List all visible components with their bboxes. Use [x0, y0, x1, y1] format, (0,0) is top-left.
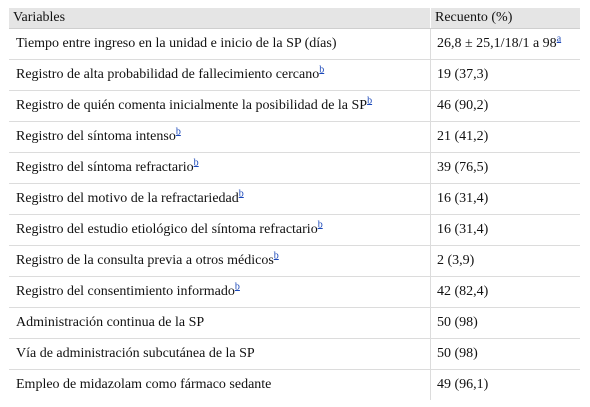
variable-cell — [9, 246, 431, 277]
variable-cell — [9, 215, 431, 246]
table-row — [9, 277, 580, 308]
variable-label: Registro del motivo de la refractariedad — [16, 191, 239, 206]
count-value: 16 (31,4) — [437, 191, 489, 206]
variable-cell — [9, 308, 431, 339]
count-cell — [431, 184, 581, 215]
count-cell — [431, 60, 581, 91]
table-body — [9, 29, 580, 401]
table-row — [9, 370, 580, 401]
variable-cell — [9, 29, 431, 60]
footnote-link[interactable]: b — [238, 188, 244, 200]
table-row — [9, 153, 580, 184]
footnote-link[interactable]: b — [234, 281, 240, 293]
count-cell — [431, 29, 581, 60]
table-row — [9, 91, 580, 122]
variable-cell — [9, 277, 431, 308]
variable-cell — [9, 370, 431, 401]
count-value: 46 (90,2) — [437, 98, 489, 113]
count-cell — [431, 122, 581, 153]
header-variables: Variables — [9, 8, 431, 29]
variable-cell — [9, 339, 431, 370]
variable-label: Registro del síntoma refractario — [16, 160, 194, 175]
variable-label: Registro del estudio etiológico del síntoma refractario — [16, 222, 318, 237]
variable-label: Registro del consentimiento informado — [16, 284, 235, 299]
variable-cell — [9, 184, 431, 215]
count-cell — [431, 277, 581, 308]
variable-label: Registro del síntoma intenso — [16, 129, 176, 144]
count-cell — [431, 370, 581, 401]
count-value: 50 (98) — [437, 346, 478, 361]
count-cell — [431, 215, 581, 246]
count-value: 19 (37,3) — [437, 67, 489, 82]
variable-label: Empleo de midazolam como fármaco sedante — [16, 377, 272, 392]
variable-cell — [9, 122, 431, 153]
variable-label: Administración continua de la SP — [16, 315, 205, 330]
count-value: 50 (98) — [437, 315, 478, 330]
count-value: 2 (3,9) — [437, 253, 475, 268]
variable-cell — [9, 60, 431, 91]
count-value: 26,8 ± 25,1/18/1 a 98 — [437, 36, 557, 51]
footnote-link[interactable]: b — [367, 95, 373, 107]
variable-label: Registro de quién comenta inicialmente la posibilidad de la SP — [16, 98, 368, 113]
table-row — [9, 246, 580, 277]
table-header-row — [9, 8, 580, 29]
count-value: 49 (96,1) — [437, 377, 489, 392]
table-row — [9, 60, 580, 91]
count-value: 21 (41,2) — [437, 129, 489, 144]
footnote-link[interactable]: b — [319, 64, 325, 76]
variable-cell — [9, 91, 431, 122]
header-recuento: Recuento (%) — [431, 8, 581, 29]
variable-label: Registro de la consulta previa a otros médicos — [16, 253, 274, 268]
variable-label: Registro de alta probabilidad de fallecimiento cercano — [16, 67, 320, 82]
count-value: 42 (82,4) — [437, 284, 489, 299]
footnote-link[interactable]: b — [317, 219, 323, 231]
variable-label: Vía de administración subcutánea de la SP — [16, 346, 255, 361]
footnote-link[interactable]: b — [273, 250, 279, 262]
table-row — [9, 215, 580, 246]
table-row — [9, 184, 580, 215]
footnote-link[interactable]: a — [556, 33, 562, 45]
footnote-link[interactable]: b — [193, 157, 199, 169]
table-row — [9, 308, 580, 339]
footnote-link[interactable]: b — [175, 126, 181, 138]
count-cell — [431, 339, 581, 370]
count-cell — [431, 91, 581, 122]
table-row — [9, 339, 580, 370]
variable-label: Tiempo entre ingreso en la unidad e inicio de la SP (días) — [16, 36, 337, 51]
table-row — [9, 122, 580, 153]
count-cell — [431, 308, 581, 339]
results-table — [9, 8, 580, 400]
count-cell — [431, 153, 581, 184]
count-value: 39 (76,5) — [437, 160, 489, 175]
count-value: 16 (31,4) — [437, 222, 489, 237]
table-row — [9, 29, 580, 60]
variable-cell — [9, 153, 431, 184]
count-cell — [431, 246, 581, 277]
